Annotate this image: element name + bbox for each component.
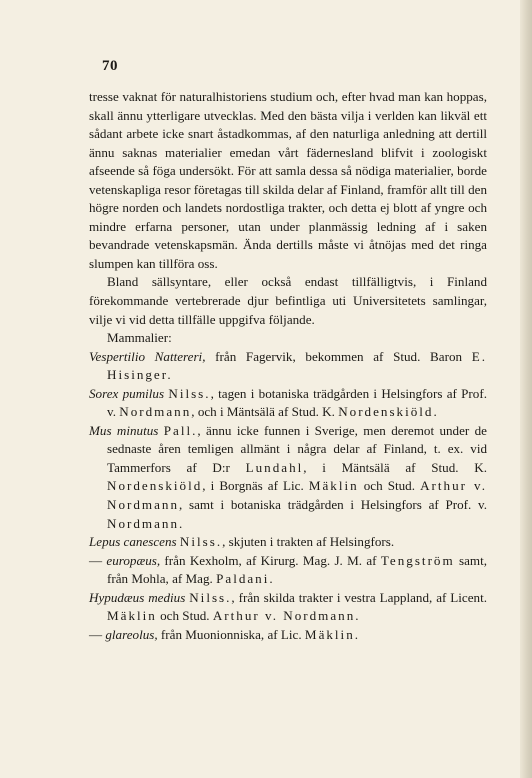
species-name: glareolus, (105, 626, 158, 642)
species-entry (89, 533, 487, 552)
collector-name: Arthur v. Nordmann (107, 478, 488, 513)
author-name: Pall. (163, 422, 198, 438)
page-number: 70 (102, 58, 118, 74)
page-edge (520, 0, 532, 778)
entry-text: , samt i botaniska trädgården i Helsingfors af Prof. v. (179, 497, 487, 513)
entry-text: och Stud. (156, 608, 213, 624)
collector-name: Paldani. (216, 571, 275, 587)
author-name: Nilss. (189, 589, 232, 605)
entry-text: , ännu icke funnen i Sverige, men deremot under de sednaste åren temligen allmänt i några delar af Finland, t. ex. vid Tammerfors af D:r (107, 422, 487, 475)
body-text (89, 88, 487, 644)
collector-name: Nordmann (119, 404, 192, 420)
entry-text: från Kexholm, af Kirurg. Mag. J. M. af (160, 552, 381, 568)
paragraph: tresse vaknat för naturalhistoriens studium och, efter hvad man kan hoppas, skall ännu ytterligare utvecklas. Med den bästa vilja i verlden kan likväl ett sådant arbete icke snart åstadkommas, af den naturliga anledning att dertill ännu saknas materialier emedan vårt fädernesland blifvit i zoologiskt afseende så föga undersökt. För att samla dessa så nödiga materialier, borde vetenskapliga resor företagas till skilda delar af Finland, framför allt till den högre norden och landets nordostliga trakter, och detta ej blott af yngre och mindre erfarna personer, utan under planmässig ledning af i saken bevandrade vetenskapsmän. Ända dertills måste vi åtnöjas med det ringa slumpen kan tillföra oss. (89, 89, 487, 271)
collector-name: Nordmann. (107, 515, 185, 531)
ditto-dash: — (89, 626, 106, 642)
collector-name: E. Hisinger. (107, 348, 488, 383)
species-entry (89, 348, 487, 385)
species-entry (89, 626, 487, 645)
species-name: Hypudæus medius (89, 589, 186, 605)
collector-name: Mäklin (308, 478, 359, 494)
collector-name: Arthur v. Nordmann. (212, 608, 361, 624)
species-name: Vespertilio Nattereri, (89, 348, 206, 364)
author-name: Nilss. (179, 534, 223, 550)
entry-text: , tagen i botaniska trädgården i Helsingfors af Prof. v. (107, 385, 487, 420)
collector-name: Nordenskiöld. (338, 404, 439, 420)
entry-text: från Fagervik, bekommen af Stud. Baron (205, 348, 472, 364)
entry-text: samt, från Mohla, af Mag. (107, 552, 487, 587)
author-name: Nilss. (168, 385, 211, 401)
species-entry (89, 385, 487, 422)
entry-text: , och i Mäntsälä af Stud. K. (191, 404, 339, 420)
entry-text: och Stud. (358, 478, 421, 494)
entry-text: , i Mäntsälä af Stud. K. (303, 459, 488, 475)
entry-text: , i Borgnäs af Lic. (202, 478, 309, 494)
species-entry (89, 589, 487, 626)
species-name: Mus minutus (89, 422, 159, 438)
species-name: Sorex pumilus (89, 385, 165, 401)
entry-text: från Muonionniska, af Lic. (157, 626, 305, 642)
collector-name: Nordenskiöld (107, 478, 203, 494)
collector-name: Mäklin. (304, 626, 361, 642)
collector-name: Lundahl (245, 459, 304, 475)
species-entry (89, 422, 487, 533)
section-heading: Mammalier: (107, 330, 172, 346)
entry-text: , skjuten i trakten af Helsingfors. (222, 534, 395, 550)
entry-text: , från skilda trakter i vestra Lappland, af Licent. (231, 589, 488, 605)
species-entry (89, 552, 487, 589)
paragraph: Bland sällsyntare, eller också endast tillfälligtvis, i Finland förekommande vertebrerade djur befintliga uti Universitetets samlingar, vilje vi vid detta tillfälle uppgifva följande. (89, 274, 487, 327)
species-name: Lepus canescens (89, 534, 177, 550)
species-name: europæus, (106, 552, 161, 568)
ditto-dash: — (89, 552, 107, 568)
collector-name: Tengström (380, 552, 455, 568)
collector-name: Mäklin (107, 608, 157, 624)
